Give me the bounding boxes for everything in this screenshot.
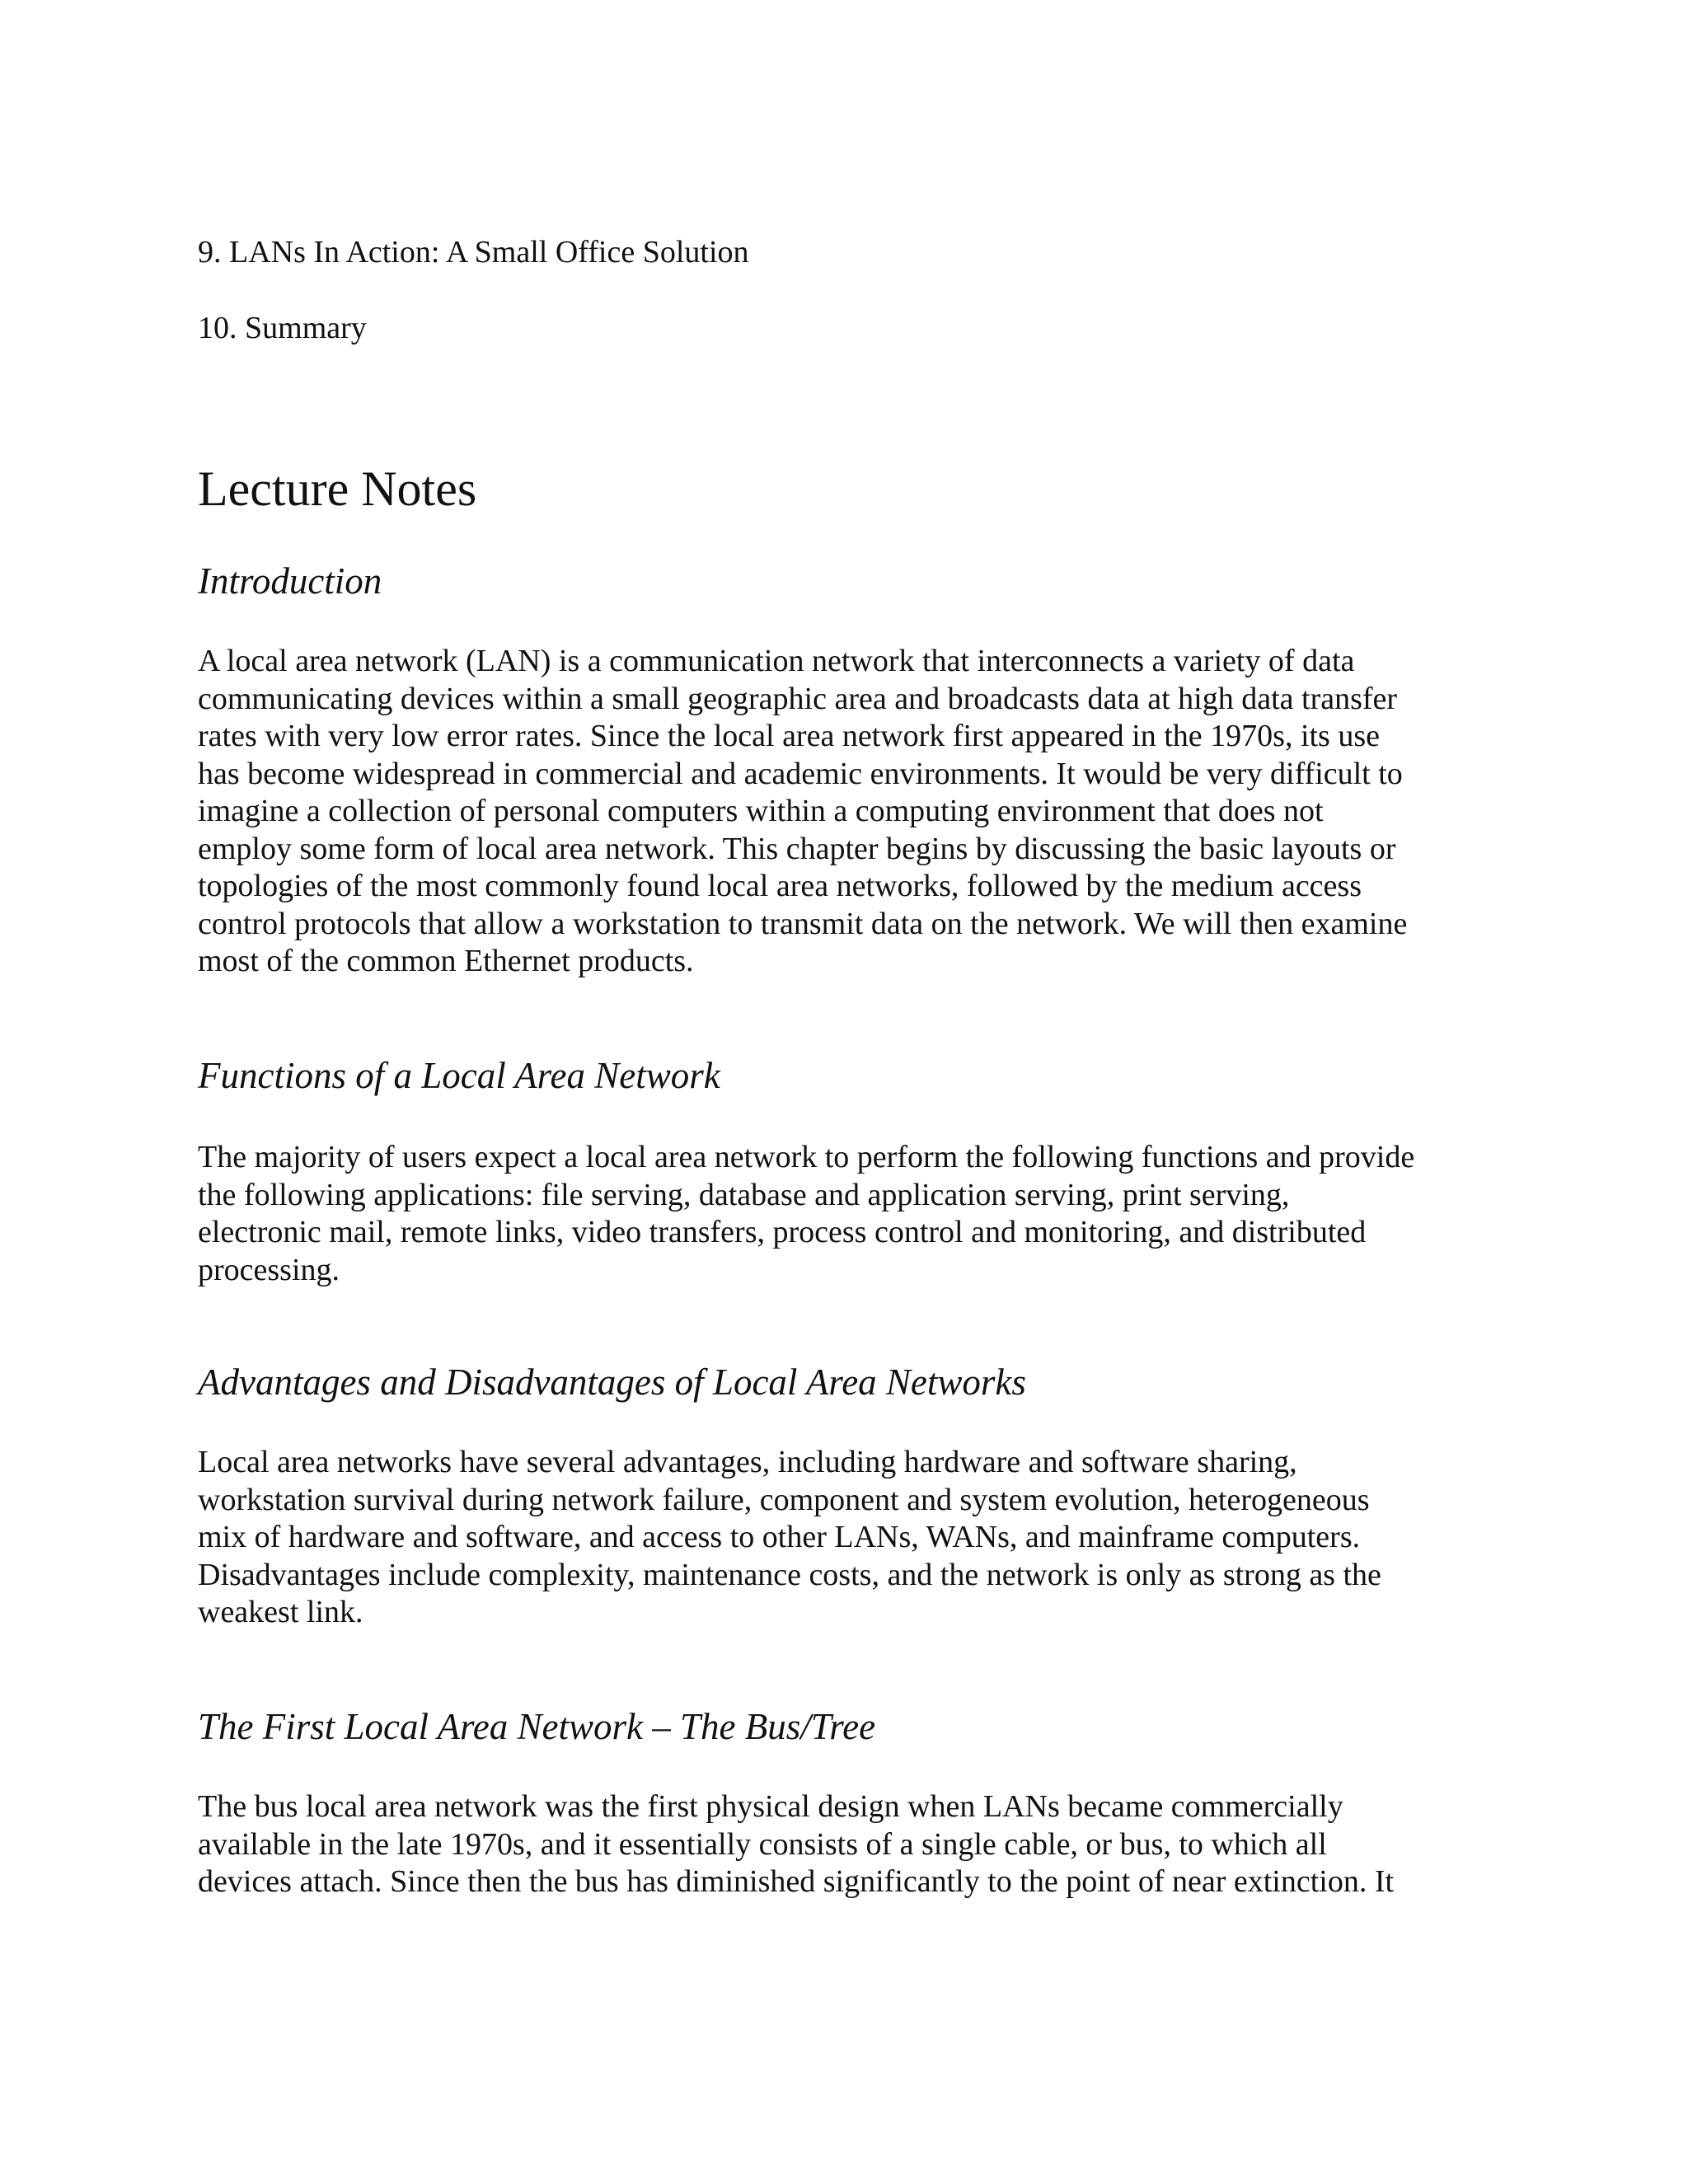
text-line: available in the late 1970s, and it essentially consists of a single cable, or bus, to which all: [198, 1826, 1327, 1862]
text-line: topologies of the most commonly found local area networks, followed by the medium access: [198, 869, 1362, 903]
page-title: Lecture Notes: [198, 462, 477, 516]
section-body-functions: [198, 1139, 1517, 1289]
text-line: has become widespread in commercial and academic environments. It would be very difficult to: [198, 756, 1403, 791]
section-heading-bus-tree: The First Local Area Network – The Bus/Tree: [198, 1706, 876, 1747]
text-line: rates with very low error rates. Since the local area network first appeared in the 1970s, its use: [198, 719, 1380, 753]
text-line: devices attach. Since then the bus has diminished significantly to the point of near extinction. It: [198, 1864, 1395, 1899]
toc-item-10: 10. Summary: [198, 311, 367, 345]
text-line: Disadvantages include complexity, maintenance costs, and the network is only as strong as the: [198, 1557, 1381, 1592]
text-line: weakest link.: [198, 1595, 363, 1629]
text-line: The bus local area network was the first physical design when LANs became commercially: [198, 1789, 1343, 1824]
section-heading-introduction: Introduction: [198, 560, 382, 602]
text-line: electronic mail, remote links, video transfers, process control and monitoring, and distributed: [198, 1215, 1367, 1249]
toc-item-9: 9. LANs In Action: A Small Office Solution: [198, 235, 749, 269]
text-line: mix of hardware and software, and access to other LANs, WANs, and mainframe computers.: [198, 1520, 1361, 1554]
text-line: A local area network (LAN) is a communication network that interconnects a variety of data: [198, 644, 1355, 678]
text-line: The majority of users expect a local area network to perform the following functions and provide: [198, 1140, 1415, 1174]
text-line: imagine a collection of personal computers within a computing environment that does not: [198, 794, 1324, 828]
text-line: processing.: [198, 1252, 340, 1287]
section-heading-functions: Functions of a Local Area Network: [198, 1055, 720, 1096]
section-body-advantages: [198, 1444, 1517, 1632]
text-line: workstation survival during network failure, component and system evolution, heterogeneous: [198, 1482, 1370, 1517]
section-body-introduction: [198, 643, 1517, 981]
text-line: communicating devices within a small geographic area and broadcasts data at high data transfer: [198, 681, 1398, 716]
text-line: most of the common Ethernet products.: [198, 944, 694, 978]
section-heading-advantages: Advantages and Disadvantages of Local Area Networks: [198, 1361, 1026, 1403]
text-line: control protocols that allow a workstation to transmit data on the network. We will then examine: [198, 906, 1408, 941]
text-line: the following applications: file serving, database and application serving, print serving,: [198, 1177, 1290, 1212]
section-body-bus-tree: [198, 1788, 1517, 1901]
text-line: employ some form of local area network. This chapter begins by discussing the basic layouts or: [198, 831, 1396, 866]
text-line: Local area networks have several advantages, including hardware and software sharing,: [198, 1445, 1297, 1479]
